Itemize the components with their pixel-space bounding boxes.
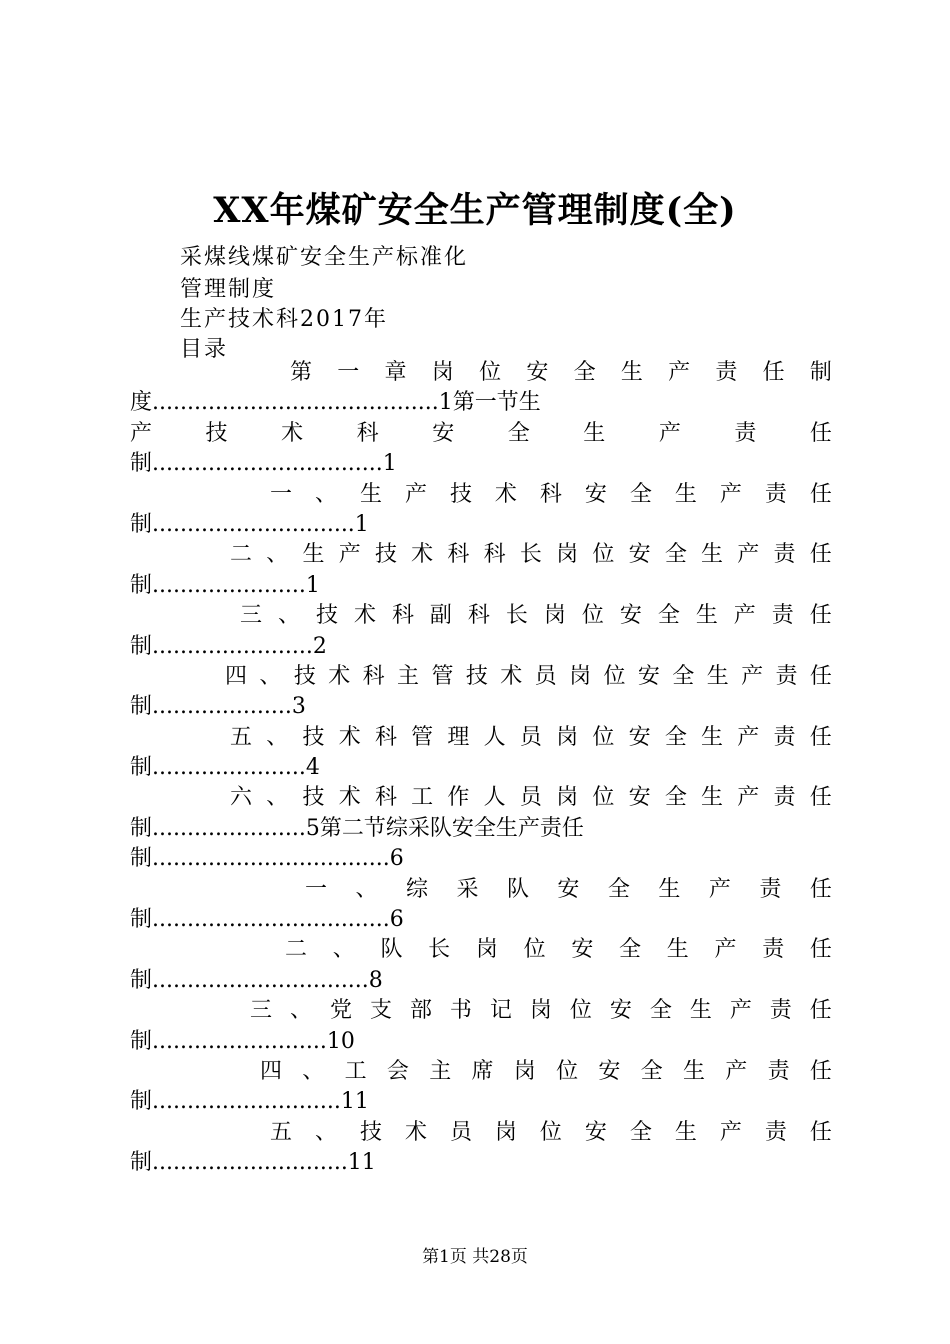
toc-char: 四 [225, 663, 248, 689]
toc-char: 责 [767, 1058, 790, 1084]
toc-char: 生 [674, 481, 697, 507]
toc-char: 生 [689, 998, 712, 1024]
toc-char: 位 [523, 937, 546, 963]
toc-char: 产 [708, 876, 731, 902]
toc-char: 安 [598, 1058, 621, 1084]
toc-char: 责 [759, 876, 782, 902]
toc-heading: 目录 [180, 337, 229, 362]
table-of-contents [130, 358, 832, 1179]
toc-char: 全 [573, 360, 596, 385]
toc-char: 员 [519, 724, 542, 750]
toc-char: 党 [329, 998, 352, 1024]
toc-char: 全 [649, 998, 672, 1024]
toc-char: 技 [465, 663, 488, 689]
toc-char: 任 [809, 724, 832, 750]
toc-char: 产 [668, 360, 691, 385]
toc-char: 任 [809, 481, 832, 507]
toc-char: 岗 [475, 937, 498, 963]
toc-char: 队 [380, 937, 403, 963]
toc-char: 生 [695, 603, 718, 629]
toc-entry-title [130, 723, 832, 753]
toc-char: 任 [809, 998, 832, 1024]
toc-char: 安 [571, 937, 594, 963]
toc-char: 安 [628, 724, 651, 750]
toc-char: 一 [270, 481, 293, 507]
toc-char: 任 [809, 937, 832, 963]
toc-entry-leader: 制......................5第二节综采队安全生产责任 [130, 815, 584, 841]
toc-char: 任 [809, 785, 832, 811]
toc-char: 产 [741, 663, 764, 689]
toc-char: 三 [240, 603, 263, 629]
toc-char: 生 [701, 724, 724, 750]
toc-char: 员 [519, 785, 542, 811]
intro-line-1: 采煤线煤矿安全生产标准化 [180, 245, 469, 270]
toc-char: 安 [628, 542, 651, 568]
toc-char: 安 [526, 360, 549, 385]
toc-char: 会 [386, 1058, 409, 1084]
toc-char: 岗 [431, 360, 454, 385]
toc-char: 产 [658, 420, 681, 446]
toc-char: 岗 [494, 1119, 517, 1145]
toc-char: 责 [773, 542, 796, 568]
toc-char: 作 [447, 785, 470, 811]
toc-char: 、 [302, 1058, 325, 1084]
toc-char: 全 [640, 1058, 663, 1084]
toc-char: 术 [353, 603, 376, 629]
toc-char: 、 [314, 1119, 337, 1145]
toc-char: 安 [609, 998, 632, 1024]
toc-char: 任 [809, 1058, 832, 1084]
toc-char: 位 [592, 724, 615, 750]
toc-char: 科 [467, 603, 490, 629]
toc-char: 工 [344, 1058, 367, 1084]
toc-char: 长 [519, 542, 542, 568]
toc-char: 位 [479, 360, 502, 385]
toc-char: 安 [619, 603, 642, 629]
toc-char: 生 [302, 542, 325, 568]
toc-char: 责 [771, 603, 794, 629]
toc-char: 、 [289, 998, 312, 1024]
toc-char: 六 [230, 785, 253, 811]
toc-char: 位 [592, 542, 615, 568]
toc-char: 全 [664, 542, 687, 568]
toc-char: 岗 [556, 785, 579, 811]
toc-char: 五 [270, 1119, 293, 1145]
toc-char: 安 [432, 420, 455, 446]
toc-char: 制 [809, 360, 832, 385]
toc-entry-title [130, 783, 832, 813]
toc-char: 责 [769, 998, 792, 1024]
toc-char: 责 [775, 663, 798, 689]
toc-char: 科 [362, 663, 385, 689]
toc-char: 生 [706, 663, 729, 689]
toc-entry-title [130, 419, 832, 449]
toc-char: 产 [338, 542, 361, 568]
toc-entry-title [130, 480, 832, 510]
toc-char: 责 [764, 481, 787, 507]
toc-char: 主 [397, 663, 420, 689]
toc-char: 责 [734, 420, 757, 446]
toc-char: 书 [449, 998, 472, 1024]
toc-entry-title [130, 662, 832, 692]
toc-char: 安 [584, 1119, 607, 1145]
toc-char: 生 [620, 360, 643, 385]
toc-char: 人 [483, 724, 506, 750]
toc-char: 术 [328, 663, 351, 689]
toc-char: 一 [337, 360, 360, 385]
toc-char: 生 [674, 1119, 697, 1145]
toc-char: 主 [429, 1058, 452, 1084]
toc-char: 技 [374, 542, 397, 568]
toc-char: 、 [355, 876, 378, 902]
toc-entry-leader: 制............................11 [130, 1150, 376, 1176]
toc-char: 生 [359, 481, 382, 507]
toc-char: 位 [592, 785, 615, 811]
toc-char: 生 [583, 420, 606, 446]
toc-char: 产 [719, 481, 742, 507]
toc-char: 术 [500, 663, 523, 689]
toc-char: 管 [431, 663, 454, 689]
toc-char: 工 [411, 785, 434, 811]
intro-line-3: 生产技术科2017年 [180, 307, 388, 332]
toc-char: 、 [314, 481, 337, 507]
toc-char: 科 [483, 542, 506, 568]
toc-char: 产 [737, 724, 760, 750]
toc-entry-title [130, 1118, 832, 1148]
toc-char: 技 [293, 663, 316, 689]
toc-char: 长 [505, 603, 528, 629]
toc-entry-title [130, 540, 832, 570]
toc-char: 产 [714, 937, 737, 963]
toc-char: 任 [809, 876, 832, 902]
toc-char: 全 [507, 420, 530, 446]
toc-char: 责 [762, 937, 785, 963]
toc-entry-leader: 制.............................1 [130, 511, 369, 537]
toc-char: 术 [338, 785, 361, 811]
toc-char: 全 [607, 876, 630, 902]
toc-entry-title [130, 1057, 832, 1087]
toc-char: 生 [666, 937, 689, 963]
toc-char: 生 [701, 785, 724, 811]
document-title: XX年煤矿安全生产管理制度(全) [213, 190, 737, 231]
toc-char: 全 [672, 663, 695, 689]
toc-char: 科 [539, 481, 562, 507]
toc-char: 科 [356, 420, 379, 446]
toc-char: 章 [384, 360, 407, 385]
toc-entry-leader: 制...............................8 [130, 967, 383, 993]
toc-char: 产 [404, 481, 427, 507]
toc-entry-leader: 制.................................1 [130, 451, 397, 477]
toc-char: 第 [290, 360, 313, 385]
toc-char: 技 [359, 1119, 382, 1145]
toc-char: 技 [205, 420, 228, 446]
toc-entry-leader: 制....................3 [130, 694, 306, 720]
toc-char: 全 [629, 481, 652, 507]
toc-entry-leader: 制......................1 [130, 572, 320, 598]
toc-char: 、 [266, 542, 289, 568]
toc-entry-leader: 制......................4 [130, 755, 320, 781]
toc-char: 任 [809, 663, 832, 689]
toc-entry-title [130, 875, 832, 905]
toc-char: 任 [809, 420, 832, 446]
toc-char: 任 [809, 1119, 832, 1145]
toc-char: 术 [404, 1119, 427, 1145]
toc-entry-leader: 制..................................6 [130, 846, 404, 872]
toc-char: 席 [471, 1058, 494, 1084]
toc-char: 支 [369, 998, 392, 1024]
toc-char: 任 [809, 603, 832, 629]
toc-char: 、 [266, 785, 289, 811]
toc-char: 全 [664, 724, 687, 750]
toc-char: 岗 [569, 663, 592, 689]
toc-char: 、 [277, 603, 300, 629]
toc-entry-title [130, 358, 832, 388]
toc-char: 副 [429, 603, 452, 629]
toc-char: 责 [764, 1119, 787, 1145]
toc-char: 技 [315, 603, 338, 629]
toc-char: 责 [715, 360, 738, 385]
toc-char: 五 [230, 724, 253, 750]
toc-char: 术 [494, 481, 517, 507]
toc-char: 、 [332, 937, 355, 963]
toc-char: 全 [657, 603, 680, 629]
toc-char: 长 [428, 937, 451, 963]
toc-char: 岗 [543, 603, 566, 629]
toc-char: 岗 [529, 998, 552, 1024]
toc-char: 科 [374, 785, 397, 811]
toc-char: 科 [374, 724, 397, 750]
toc-char: 记 [489, 998, 512, 1024]
toc-char: 全 [619, 937, 642, 963]
toc-entry-leader: 制..................................6 [130, 907, 404, 933]
toc-entry-leader: 制.........................10 [130, 1028, 355, 1054]
toc-char: 岗 [556, 724, 579, 750]
toc-char: 员 [449, 1119, 472, 1145]
toc-char: 采 [456, 876, 479, 902]
toc-char: 生 [701, 542, 724, 568]
toc-char: 队 [506, 876, 529, 902]
toc-char: 安 [584, 481, 607, 507]
toc-char: 科 [447, 542, 470, 568]
toc-char: 二 [230, 542, 253, 568]
toc-char: 术 [411, 542, 434, 568]
toc-char: 产 [737, 785, 760, 811]
toc-char: 二 [285, 937, 308, 963]
toc-char: 责 [773, 785, 796, 811]
toc-char: 一 [305, 876, 328, 902]
toc-char: 产 [130, 420, 153, 446]
toc-char: 位 [569, 998, 592, 1024]
toc-char: 术 [281, 420, 304, 446]
toc-char: 、 [259, 663, 282, 689]
toc-char: 技 [302, 724, 325, 750]
toc-char: 位 [581, 603, 604, 629]
toc-entry-title [130, 601, 832, 631]
toc-entry-leader: 度.........................................1第一节生 [130, 390, 541, 416]
toc-char: 位 [556, 1058, 579, 1084]
toc-char: 安 [557, 876, 580, 902]
toc-char: 岗 [513, 1058, 536, 1084]
page-footer: 第1页 共28页 [422, 1247, 528, 1267]
toc-char: 部 [409, 998, 432, 1024]
toc-char: 四 [260, 1058, 283, 1084]
toc-char: 全 [629, 1119, 652, 1145]
toc-char: 任 [762, 360, 785, 385]
toc-char: 员 [534, 663, 557, 689]
toc-char: 管 [411, 724, 434, 750]
toc-char: 安 [637, 663, 660, 689]
toc-char: 产 [725, 1058, 748, 1084]
toc-char: 责 [773, 724, 796, 750]
toc-char: 术 [338, 724, 361, 750]
toc-char: 位 [539, 1119, 562, 1145]
toc-char: 产 [737, 542, 760, 568]
toc-char: 三 [250, 998, 273, 1024]
toc-char: 人 [483, 785, 506, 811]
toc-char: 产 [719, 1119, 742, 1145]
toc-entry-title [130, 935, 832, 965]
toc-char: 安 [628, 785, 651, 811]
toc-char: 位 [603, 663, 626, 689]
toc-char: 生 [682, 1058, 705, 1084]
toc-char: 科 [391, 603, 414, 629]
toc-char: 技 [449, 481, 472, 507]
toc-entry-title [130, 996, 832, 1026]
toc-char: 岗 [556, 542, 579, 568]
toc-char: 技 [302, 785, 325, 811]
toc-char: 、 [266, 724, 289, 750]
toc-entry-leader: 制.......................2 [130, 633, 327, 659]
toc-char: 全 [664, 785, 687, 811]
intro-line-2: 管理制度 [180, 277, 277, 302]
toc-char: 理 [447, 724, 470, 750]
toc-char: 生 [658, 876, 681, 902]
toc-char: 任 [809, 542, 832, 568]
toc-char: 产 [733, 603, 756, 629]
toc-char: 综 [405, 876, 428, 902]
toc-entry-leader: 制...........................11 [130, 1089, 369, 1115]
toc-char: 产 [729, 998, 752, 1024]
